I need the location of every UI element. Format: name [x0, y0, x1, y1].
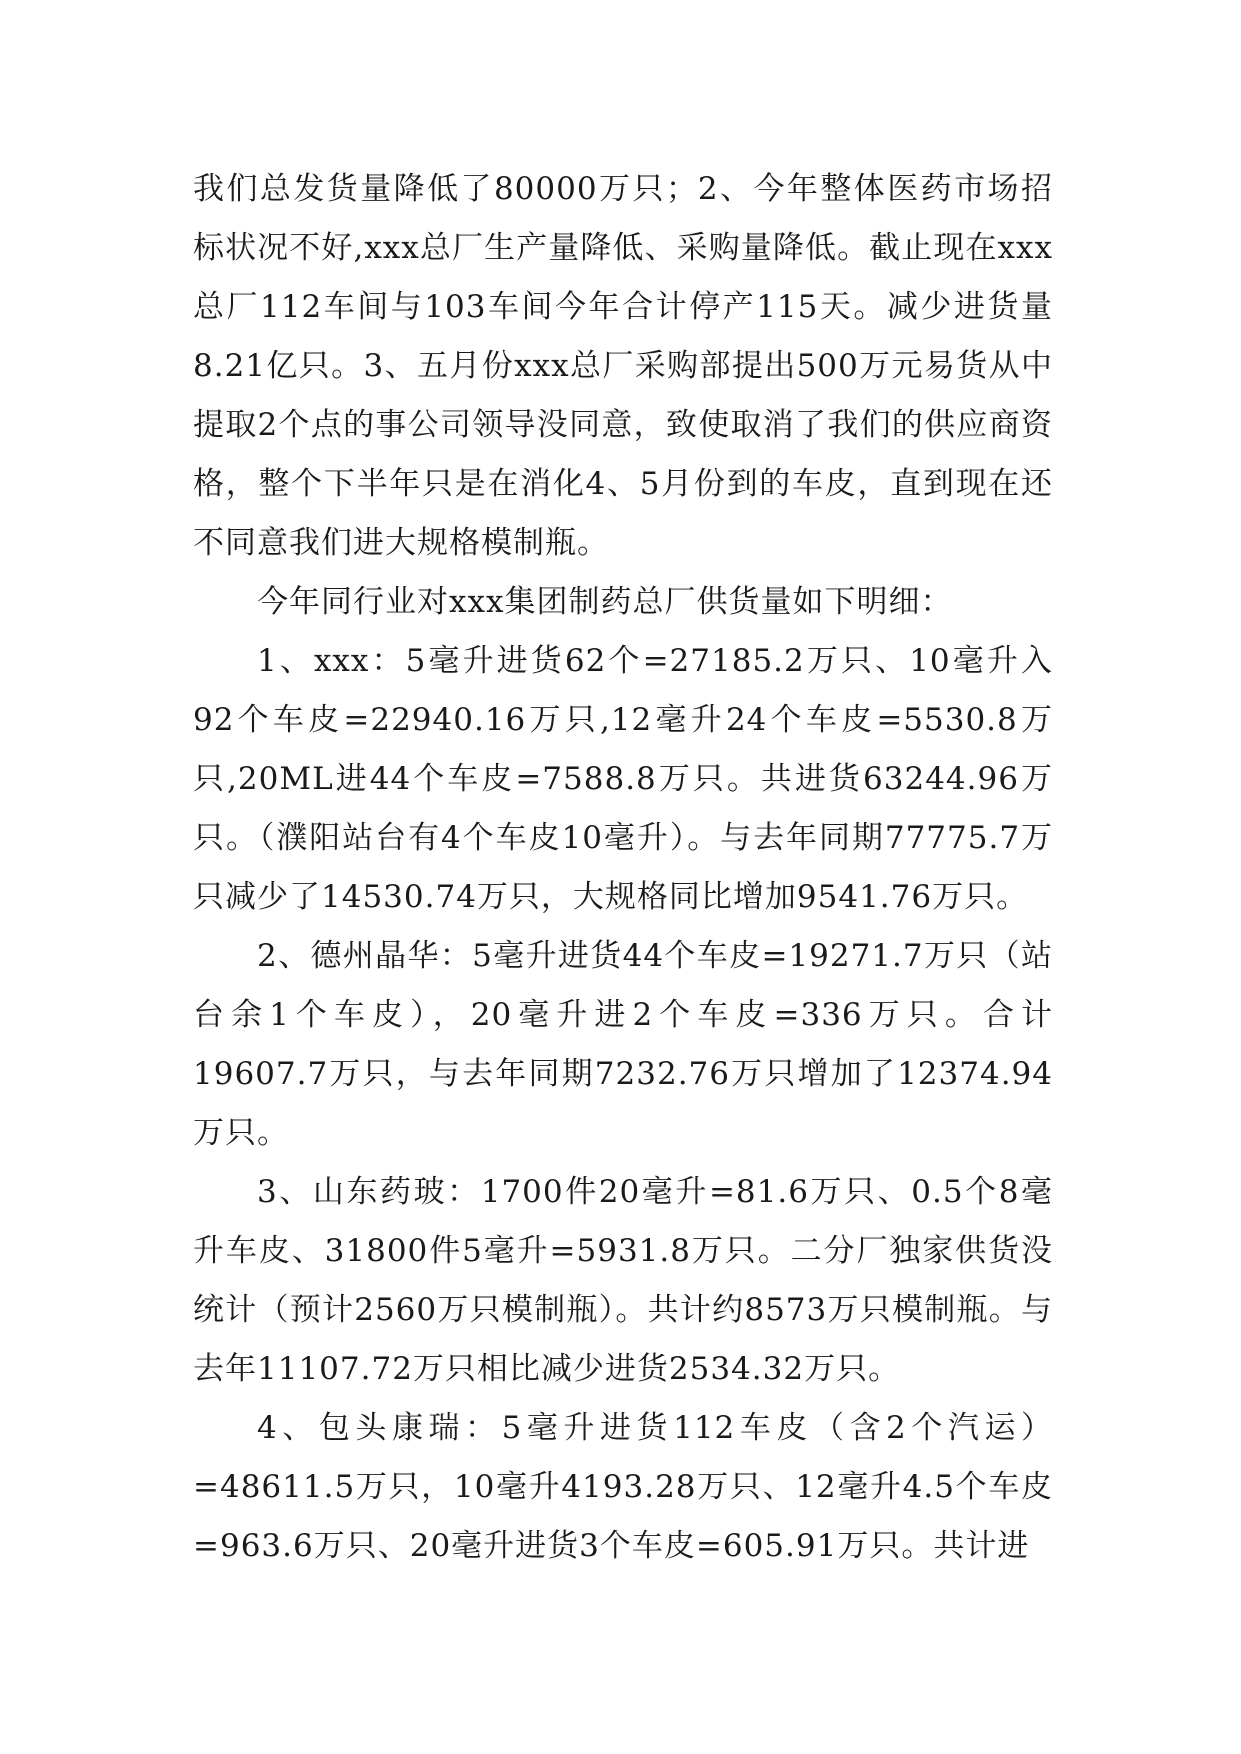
paragraph-4: 2、德州晶华：5毫升进货44个车皮=19271.7万只（站台余1个车皮），20毫升进2个车皮=336万只。合计19607.7万只，与去年同期7232.76万只增加了12374.94万只。 [193, 938, 1053, 1151]
paragraph-1: 我们总发货量降低了80000万只；2、今年整体医药市场招标状况不好,xxx总厂生产量降低、采购量降低。截止现在xxx总厂112车间与103车间今年合计停产115天。减少进货量8.21亿只。3、五月份xxx总厂采购部提出500万元易货从中提取2个点的事公司领导没同意，致使取消了我们的供应商资格，整个下半年只是在消化4、5月份到的车皮，直到现在还不同意我们进大规格模制瓶。 [193, 171, 1053, 561]
paragraph-5: 3、山东药玻：1700件20毫升=81.6万只、0.5个8毫升车皮、31800件5毫升=5931.8万只。二分厂独家供货没统计（预计2560万只模制瓶）。共计约8573万只模制瓶。与去年11107.72万只相比减少进货2534.32万只。 [193, 1174, 1054, 1387]
paragraph-3: 1、xxx：5毫升进货62个=27185.2万只、10毫升入92个车皮=22940.16万只,12毫升24个车皮=5530.8万只,20ML进44个车皮=7588.8万只。共进货63244.96万只。（濮阳站台有4个车皮10毫升）。与去年同期77775.7万只减少了14530.74万只，大规格同比增加9541.76万只。 [193, 643, 1053, 915]
paragraph-6: 4、包头康瑞：5毫升进货112车皮（含2个汽运）=48611.5万只，10毫升4193.28万只、12毫升4.5个车皮=963.6万只、20毫升进货3个车皮=605.91万只。共计进 [193, 1410, 1053, 1564]
document-page [193, 160, 1053, 1576]
paragraph-2: 今年同行业对xxx集团制药总厂供货量如下明细： [257, 584, 953, 620]
